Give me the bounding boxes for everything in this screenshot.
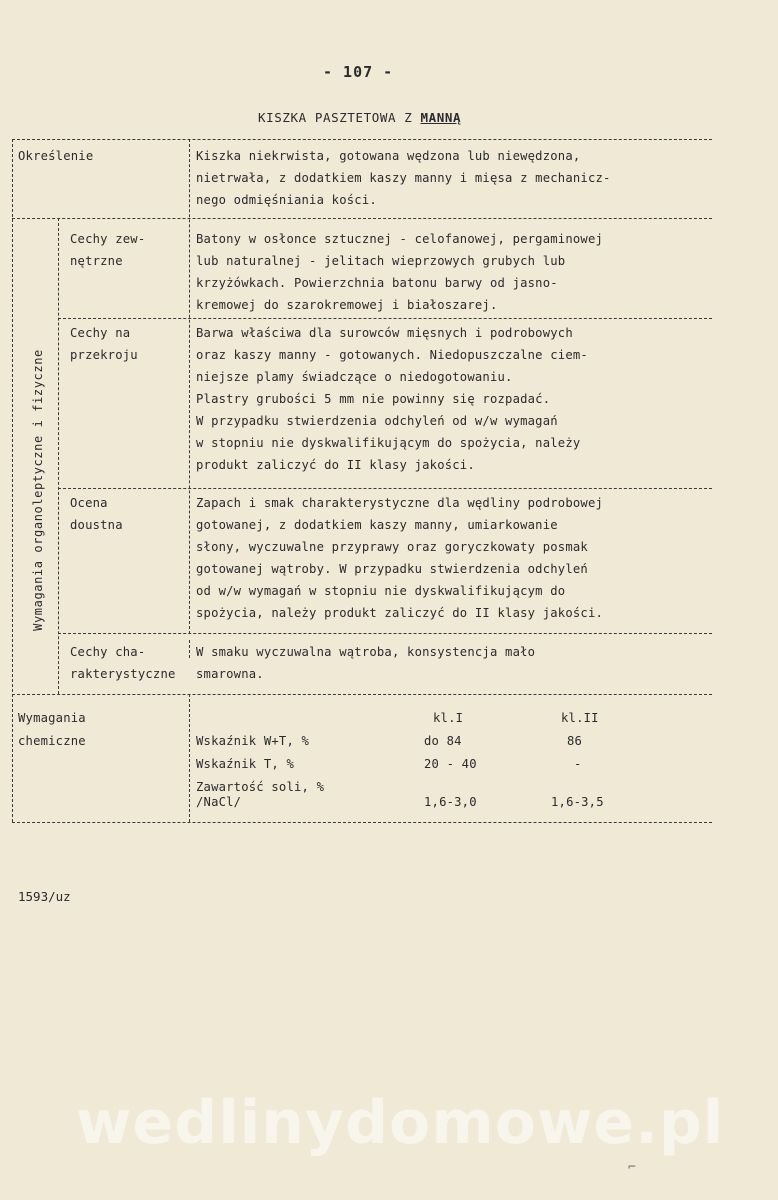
cechy-przekroj-line: Plastry grubości 5 mm nie powinny się rozpadać. bbox=[196, 392, 551, 406]
ocena-label: doustna bbox=[70, 518, 123, 532]
chemiczne-label: chemiczne bbox=[18, 734, 86, 748]
cechy-char-label: Cechy cha- bbox=[70, 645, 146, 659]
page-number: - 107 - bbox=[323, 63, 394, 81]
organoleptic-group-label: Wymagania organoleptyczne i fizyczne bbox=[31, 349, 45, 631]
pencil-mark-icon: ⌐ bbox=[628, 1160, 636, 1175]
cechy-przekroj-line: oraz kaszy manny - gotowanych. Niedopuszczalne ciem- bbox=[196, 348, 588, 362]
okreslenie-line: nietrwała, z dodatkiem kaszy manny i mięsa z mechanicz- bbox=[196, 171, 611, 185]
cechy-przekroj-label: przekroju bbox=[70, 348, 138, 362]
document-title bbox=[258, 110, 461, 125]
ocena-line: gotowanej, z dodatkiem kaszy manny, umiarkowanie bbox=[196, 518, 558, 532]
chem-row-name: Wskaźnik W+T, % bbox=[196, 734, 310, 748]
cechy-zewnetrzne-line: Batony w osłonce sztucznej - celofanowej, pergaminowej bbox=[196, 232, 604, 246]
rule-content-divider-b bbox=[189, 640, 190, 658]
watermark: wedlinydomowe.pl bbox=[76, 1088, 725, 1158]
rule-top bbox=[12, 139, 712, 140]
footer-code: 1593/uz bbox=[18, 889, 71, 904]
title-prefix: KISZKA PASZTETOWA Z bbox=[258, 110, 421, 125]
cechy-przekroj-label: Cechy na bbox=[70, 326, 131, 340]
chem-row-name: Wskaźnik T, % bbox=[196, 757, 294, 771]
rule-left bbox=[12, 139, 13, 822]
cechy-przekroj-line: niejsze plamy świadczące o niedogotowaniu. bbox=[196, 370, 513, 384]
cechy-przekroj-line: Barwa właściwa dla surowców mięsnych i podrobowych bbox=[196, 326, 573, 340]
chem-row-kl2: 86 bbox=[567, 734, 583, 748]
cechy-char-label: rakterystyczne bbox=[70, 667, 176, 681]
cechy-zewnetrzne-line: krzyżówkach. Powierzchnia batonu barwy od jasno- bbox=[196, 276, 558, 290]
rule-bottom bbox=[12, 822, 712, 823]
ocena-line: Zapach i smak charakterystyczne dla wędliny podrobowej bbox=[196, 496, 604, 510]
ocena-line: spożycia, należy produkt zaliczyć do II klasy jakości. bbox=[196, 606, 604, 620]
rule-below-ocena bbox=[58, 633, 712, 634]
cechy-przekroj-line: w stopniu nie dyskwalifikującym do spożycia, należy bbox=[196, 436, 581, 450]
cechy-char-line: W smaku wyczuwalna wątroba, konsystencja mało bbox=[196, 645, 536, 659]
title-emphasis: MANNĄ bbox=[420, 110, 462, 125]
rule-group-divider bbox=[58, 218, 59, 694]
ocena-line: gotowanej wątroby. W przypadku stwierdzenia odchyleń bbox=[196, 562, 588, 576]
chem-row-kl1: 1,6-3,0 bbox=[424, 795, 477, 809]
cechy-zewnetrzne-label: Cechy zew- bbox=[70, 232, 146, 246]
rule-content-divider-c bbox=[189, 694, 190, 822]
chemiczne-label: Wymagania bbox=[18, 711, 86, 725]
cechy-char-line: smarowna. bbox=[196, 667, 264, 681]
rule-below-okreslenie bbox=[12, 218, 712, 219]
ocena-label: Ocena bbox=[70, 496, 108, 510]
chem-row-name: /NaCl/ bbox=[196, 795, 242, 809]
cechy-przekroj-line: produkt zaliczyć do II klasy jakości. bbox=[196, 458, 475, 472]
ocena-line: słony, wyczuwalne przyprawy oraz goryczkowaty posmak bbox=[196, 540, 588, 554]
chem-row-kl1: do 84 bbox=[424, 734, 462, 748]
rule-content-divider-a bbox=[189, 139, 190, 634]
okreslenie-line: nego odmięśniania kości. bbox=[196, 193, 377, 207]
chem-row-kl2: 1,6-3,5 bbox=[551, 795, 604, 809]
cechy-zewnetrzne-label: nętrzne bbox=[70, 254, 123, 268]
rule-below-zewnetrzne bbox=[58, 318, 712, 319]
cechy-zewnetrzne-line: kremowej do szarokremowej i białoszarej. bbox=[196, 298, 498, 312]
chem-row-kl2: - bbox=[574, 757, 582, 771]
okreslenie-label: Określenie bbox=[18, 149, 94, 163]
okreslenie-line: Kiszka niekrwista, gotowana wędzona lub niewędzona, bbox=[196, 149, 581, 163]
chem-row-name: Zawartość soli, % bbox=[196, 780, 325, 794]
rule-below-organoleptic bbox=[12, 694, 712, 695]
cechy-zewnetrzne-line: lub naturalnej - jelitach wieprzowych grubych lub bbox=[196, 254, 566, 268]
rule-below-przekroj bbox=[58, 488, 712, 489]
ocena-line: od w/w wymagań w stopniu nie dyskwalifikującym do bbox=[196, 584, 566, 598]
cechy-przekroj-line: W przypadku stwierdzenia odchyleń od w/w wymagań bbox=[196, 414, 558, 428]
column-header-kl1: kl.I bbox=[433, 711, 464, 725]
chem-row-kl1: 20 - 40 bbox=[424, 757, 477, 771]
column-header-kl2: kl.II bbox=[561, 711, 599, 725]
